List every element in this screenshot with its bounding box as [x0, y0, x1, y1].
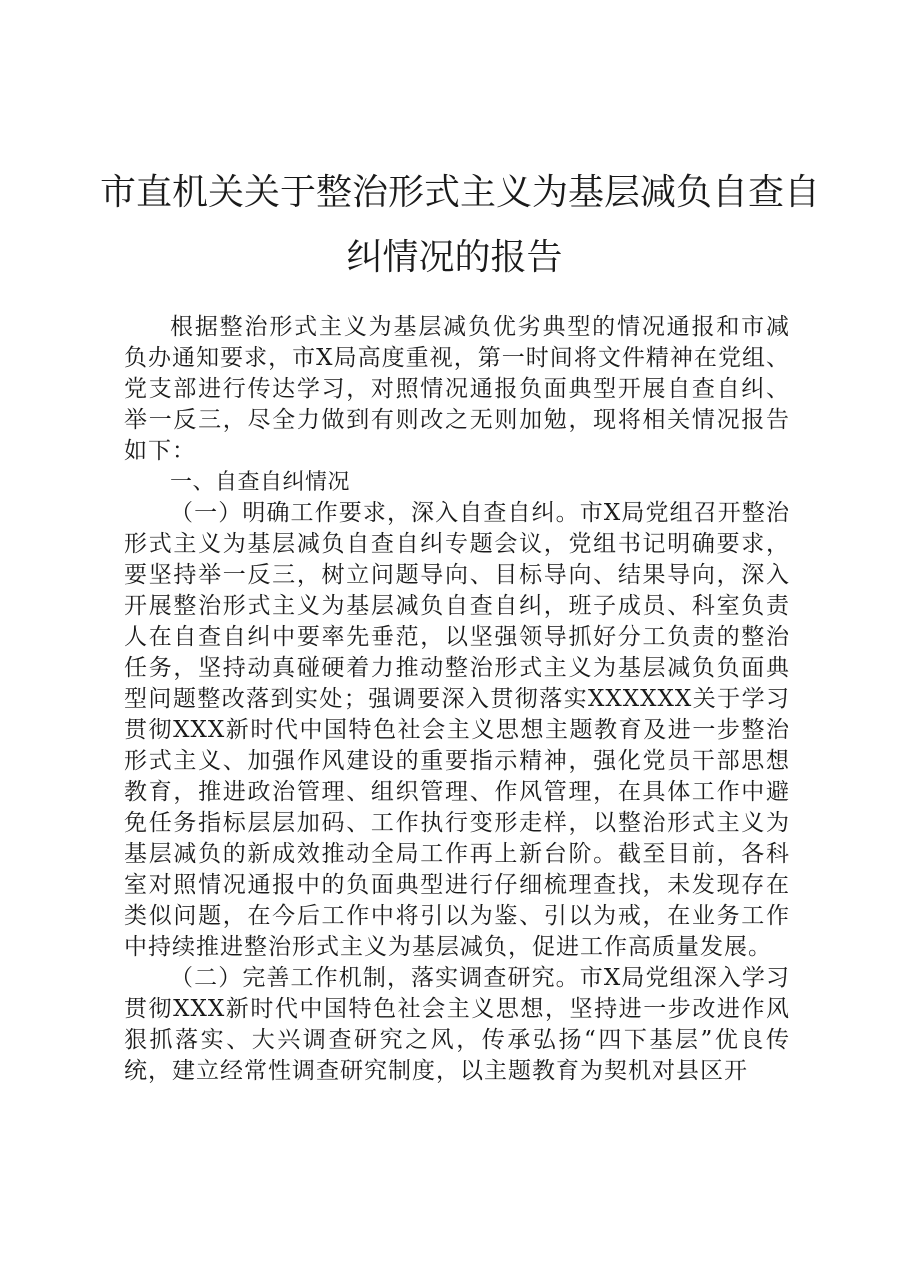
item-1-text: 市X局党组召开整治形式主义为基层减负自查自纠专题会议，党组书记明确要求，要坚持举一反三，树立问题导向、目标导向、结果导向，深入开展整治形式主义为基层减负自查自纠，班子成员、科室负责人在自查自纠中要率先垂范，以坚强领导抓好分工负责的整治任务，坚持动真碰硬着力推动整治形式主义为基层减负负面典型问题整改落到实处；强调要深入贯彻落实XXXXXX关于学习贯彻XXX新时代中国特色社会主义思想主题教育及进一步整治形式主义、加强作风建设的重要指示精神，强化党员干部思想教育，推进政治管理、组织管理、作风管理，在具体工作中避免任务指标层层加码、工作执行变形走样，以整治形式主义为基层减负的新成效推动全局工作再上新台阶。截至目前，各科室对照情况通报中的负面典型进行仔细梳理查找，未发现存在类似问题，在今后工作中将引以为鉴、引以为戒，在业务工作中持续推进整治形式主义为基层减负，促进工作高质量发展。 — [124, 500, 791, 960]
intro-paragraph: 根据整治形式主义为基层减负优劣典型的情况通报和市减负办通知要求，市X局高度重视，第一时间将文件精神在党组、党支部进行传达学习，对照情况通报负面典型开展自查自纠、举一反三，尽全力做到有则改之无则加勉，现将相关情况报告如下： — [124, 314, 790, 464]
item-1-paragraph — [124, 498, 790, 963]
document-title-line-1: 市直机关关于整治形式主义为基层减负自查自 — [100, 172, 821, 213]
document-title-line-2: 纠情况的报告 — [346, 237, 563, 278]
item-1-lead: （一）明确工作要求，深入自查自纠。 — [170, 500, 580, 526]
document-body — [124, 312, 790, 1087]
item-2-lead: （二）完善工作机制，落实调查研究。 — [170, 965, 580, 991]
item-2-paragraph — [124, 963, 790, 1087]
item-2-text: 市X局党组深入学习贯彻XXX新时代中国特色社会主义思想，坚持进一步改进作风狠抓落实、大兴调查研究之风，传承弘扬“四下基层”优良传统，建立经常性调查研究制度，以主题教育为契机对县区开 — [124, 965, 791, 1084]
section-heading-1: 一、自查自纠情况 — [170, 470, 351, 495]
